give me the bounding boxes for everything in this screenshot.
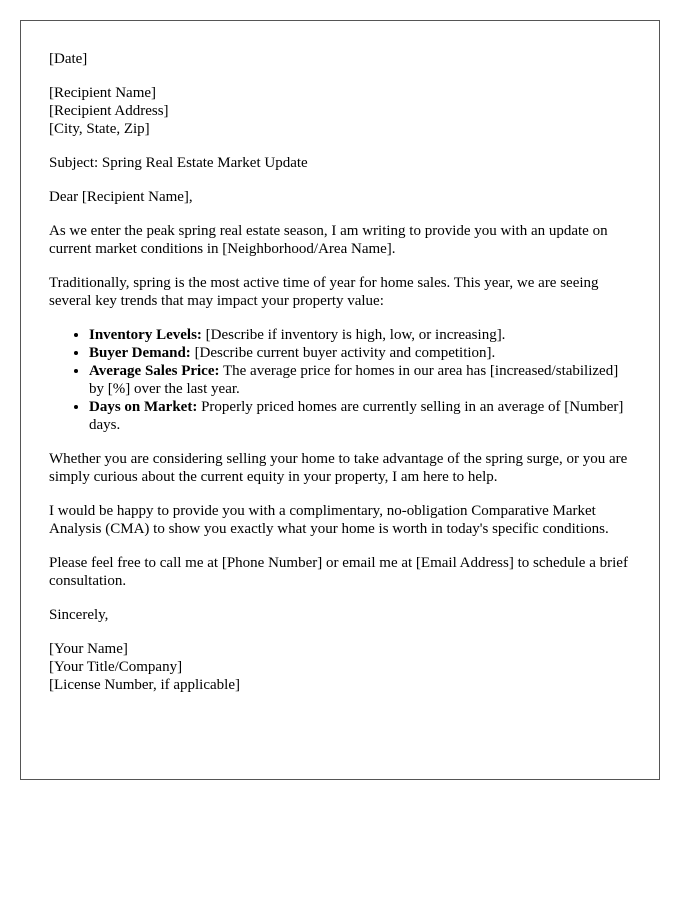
contact-paragraph: Please feel free to call me at [Phone Number] or email me at [Email Address] to schedule a brief consultation. [49,555,628,589]
bullet-label: Inventory Levels: [89,327,202,343]
valediction: Sincerely, [49,607,109,623]
letter-page [20,20,660,780]
intro-paragraph: As we enter the peak spring real estate season, I am writing to provide you with an update on current market conditions in [Neighborhood/Area Name]. [49,223,608,257]
signature-name: [Your Name] [49,641,128,657]
recipient-city-state-zip: [City, State, Zip] [49,121,150,137]
trends-paragraph: Traditionally, spring is the most active time of year for home sales. This year, we are seeing several key trends that may impact your property value: [49,275,599,309]
recipient-block [49,84,631,138]
signature-title-company: [Your Title/Company] [49,659,183,675]
signature-block [49,640,631,694]
cma-paragraph: I would be happy to provide you with a complimentary, no-obligation Comparative Market Analysis (CMA) to show you exactly what your home is worth in today's specific conditions. [49,503,609,537]
recipient-name: [Recipient Name] [49,85,157,101]
list-item [89,362,631,398]
bullet-text: The average price for homes in our area has [increased/stabilized] by [%] over the last year. [89,363,619,397]
list-item [89,326,631,344]
list-item [89,398,631,434]
signature-license: [License Number, if applicable] [49,677,240,693]
bullet-text: Properly priced homes are currently selling in an average of [Number] days. [89,399,624,433]
salutation: Dear [Recipient Name], [49,189,193,205]
subject-line: Subject: Spring Real Estate Market Update [49,155,308,171]
bullet-text: [Describe if inventory is high, low, or increasing]. [201,327,506,343]
bullet-label: Days on Market: [89,399,198,415]
recipient-address: [Recipient Address] [49,103,169,119]
bullet-label: Average Sales Price: [89,363,220,379]
date-line: [Date] [49,51,88,67]
bullet-label: Buyer Demand: [89,345,191,361]
selling-paragraph: Whether you are considering selling your home to take advantage of the spring surge, or you are simply curious about the current equity in your property, I am here to help. [49,451,628,485]
bullet-text: [Describe current buyer activity and competition]. [190,345,496,361]
list-item [89,344,631,362]
trends-list [49,326,631,434]
